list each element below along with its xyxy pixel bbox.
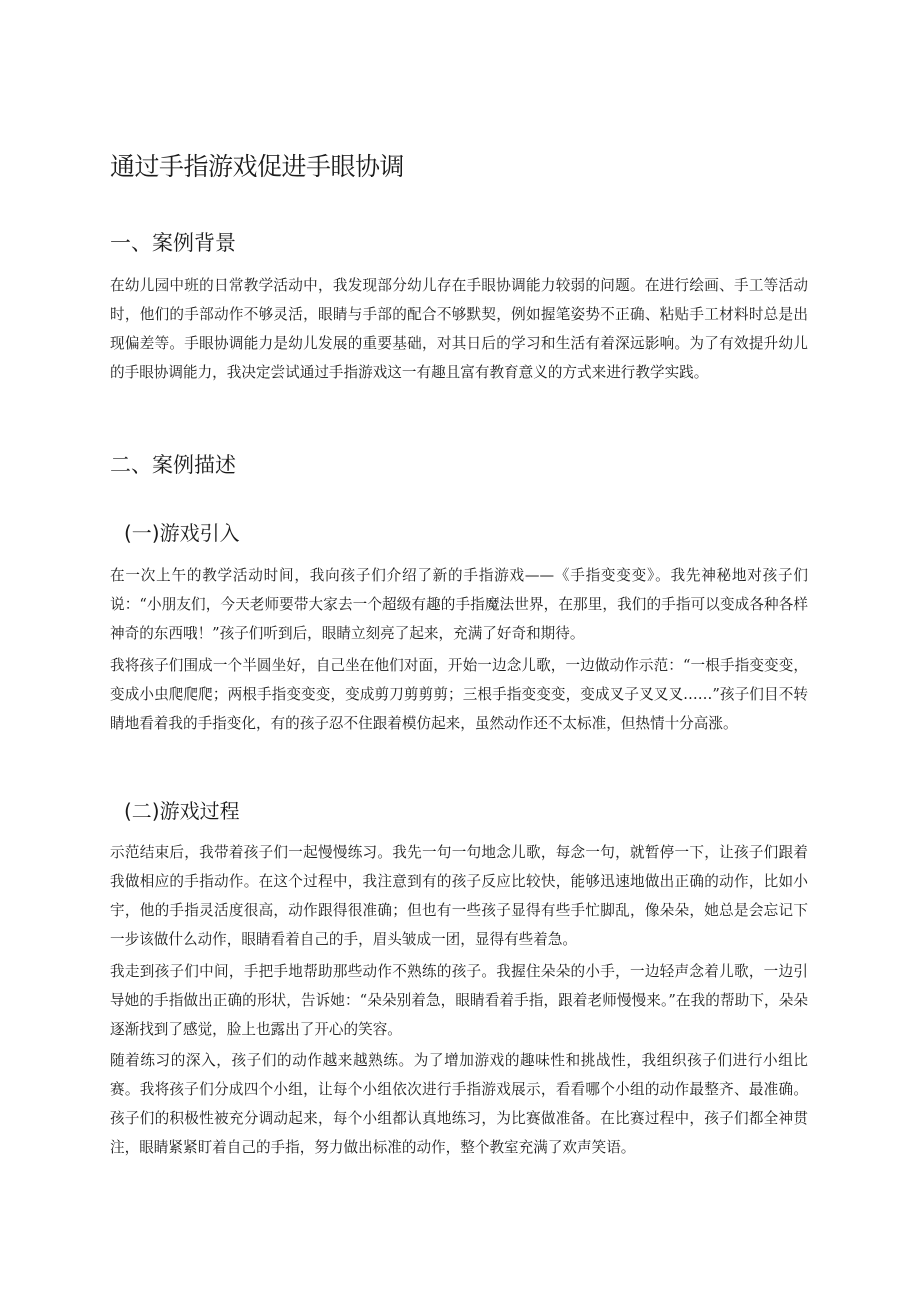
game-intro-paragraph-2: 我将孩子们围成一个半圆坐好，自己坐在他们对面，开始一边念儿歌，一边做动作示范：“一根手指变变变，变成小虫爬爬爬；两根手指变变变，变成剪刀剪剪剪；三根手指变变变，变成叉子叉叉叉……”孩子们目不转睛地看着我的手指变化，有的孩子忍不住跟着模仿起来，虽然动作还不太标准，但热情十分高涨。 (110, 657, 808, 732)
section-heading-background: 一、案例背景 (110, 231, 236, 255)
game-intro-paragraph-1: 在一次上午的教学活动时间，我向孩子们介绍了新的手指游戏——《手指变变变》。我先神秘地对孩子们说：“小朋友们，今天老师要带大家去一个超级有趣的手指魔法世界，在那里，我们的手指可以变成各种各样神奇的东西哦！”孩子们听到后，眼睛立刻亮了起来，充满了好奇和期待。 (110, 567, 808, 642)
subsection-heading-game-intro: (一)游戏引入 (124, 521, 240, 545)
game-process-paragraph-3: 随着练习的深入，孩子们的动作越来越熟练。为了增加游戏的趣味性和挑战性，我组织孩子们进行小组比赛。我将孩子们分成四个小组，让每个小组依次进行手指游戏展示，看看哪个小组的动作最整齐、最准确。孩子们的积极性被充分调动起来，每个小组都认真地练习，为比赛做准备。在比赛过程中，孩子们都全神贯注，眼睛紧紧盯着自己的手指，努力做出标准的动作，整个教室充满了欢声笑语。 (110, 1052, 808, 1156)
document-title: 通过手指游戏促进手眼协调 (110, 152, 405, 181)
game-process-paragraph-1: 示范结束后，我带着孩子们一起慢慢练习。我先一句一句地念儿歌，每念一句，就暂停一下，让孩子们跟着我做相应的手指动作。在这个过程中，我注意到有的孩子反应比较快，能够迅速地做出正确的动作，比如小宇，他的手指灵活度很高，动作跟得很准确；但也有一些孩子显得有些手忙脚乱，像朵朵，她总是会忘记下一步该做什么动作，眼睛看着自己的手，眉头皱成一团，显得有些着急。 (110, 844, 808, 948)
background-paragraph: 在幼儿园中班的日常教学活动中，我发现部分幼儿存在手眼协调能力较弱的问题。在进行绘画、手工等活动时，他们的手部动作不够灵活，眼睛与手部的配合不够默契，例如握笔姿势不正确、粘贴手工材料时总是出现偏差等。手眼协调能力是幼儿发展的重要基础，对其日后的学习和生活有着深远影响。为了有效提升幼儿的手眼协调能力，我决定尝试通过手指游戏这一有趣且富有教育意义的方式来进行教学实践。 (110, 277, 808, 381)
subsection-heading-game-process: (二)游戏过程 (124, 799, 240, 823)
section-heading-description: 二、案例描述 (110, 453, 236, 477)
game-process-paragraph-2: 我走到孩子们中间，手把手地帮助那些动作不熟练的孩子。我握住朵朵的小手，一边轻声念着儿歌，一边引导她的手指做出正确的形状，告诉她：“朵朵别着急，眼睛看着手指，跟着老师慢慢来。”在我的帮助下，朵朵逐渐找到了感觉，脸上也露出了开心的笑容。 (110, 963, 808, 1038)
